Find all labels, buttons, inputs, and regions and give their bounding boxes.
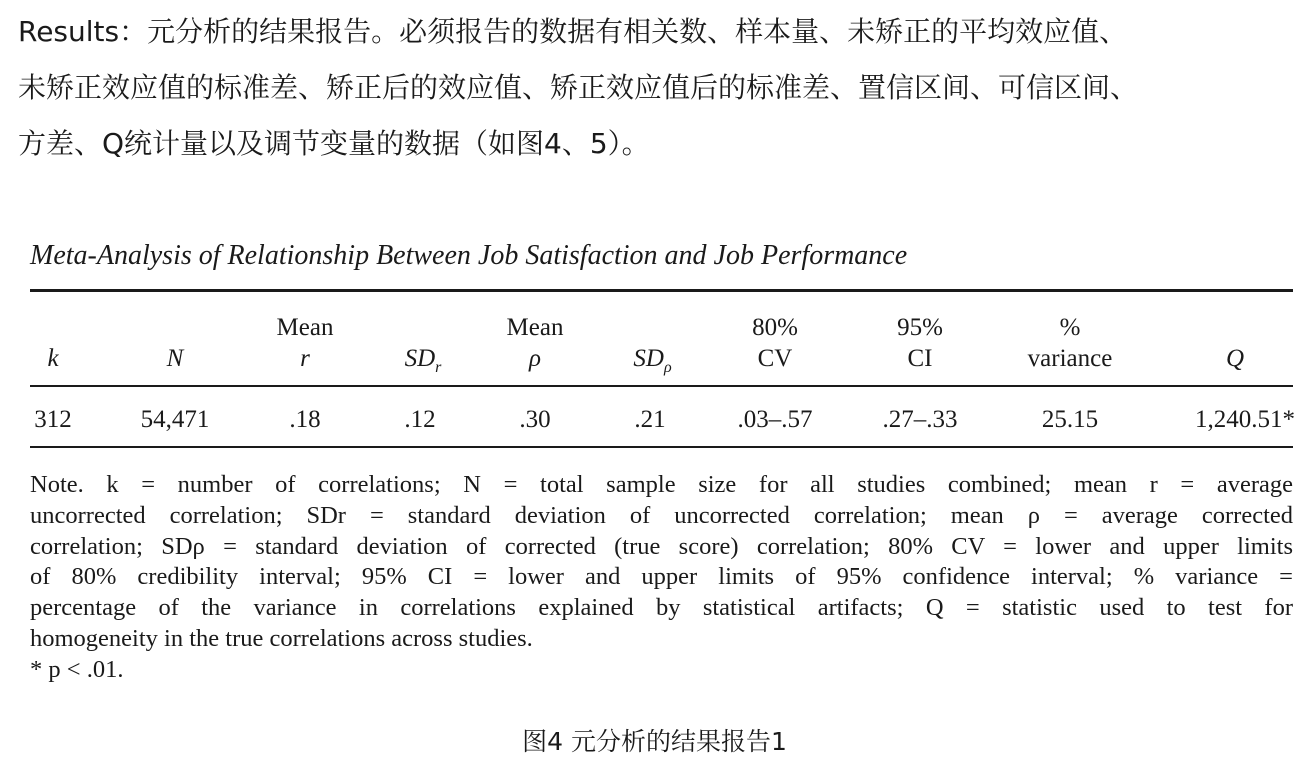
intro-line-3: 方差、Q统计量以及调节变量的数据（如图4、5）。: [18, 127, 650, 160]
intro-line-1: Results：元分析的结果报告。必须报告的数据有相关数、样本量、未矫正的平均效应值、: [18, 15, 1128, 48]
cell-sd-r: .12: [404, 406, 436, 433]
header-mean-rho-top: Mean: [506, 314, 564, 341]
table-header-rule: [30, 385, 1293, 387]
header-q: Q: [1225, 345, 1245, 372]
header-sd-rho-label: SD: [633, 345, 664, 372]
header-mean-rho-bottom: ρ: [529, 345, 541, 372]
table-title: Meta-Analysis of Relationship Between Job Satisfaction and Job Performance: [30, 240, 908, 271]
cell-k: 312: [34, 406, 72, 433]
header-variance-top: %: [1059, 314, 1081, 341]
note-line-6: homogeneity in the true correlations across studies.: [30, 624, 533, 652]
header-ci-top: 95%: [897, 314, 943, 341]
header-variance-bottom: variance: [1027, 345, 1113, 372]
intro-paragraph: [18, 4, 1303, 172]
header-cv-top: 80%: [752, 314, 798, 341]
header-sd-r-label: SD: [404, 345, 436, 372]
table-top-rule: [30, 289, 1293, 292]
note-line-1: Note. k = number of correlations; N = total sample size for all studies combined; mean r = average: [30, 471, 1293, 498]
header-sd-r-subscript: r: [435, 359, 442, 376]
header-sd-r: [388, 345, 458, 377]
header-n: N: [166, 345, 184, 372]
intro-line-2: 未矫正效应值的标准差、矫正后的效应值、矫正效应值后的标准差、置信区间、可信区间、: [18, 71, 1139, 104]
note-line-4: of 80% credibility interval; 95% CI = lower and upper limits of 95% confidence interval; % variance =: [30, 563, 1293, 591]
cell-n: 54,471: [140, 406, 210, 433]
cell-ci: .27–.33: [882, 406, 958, 433]
cell-cv: .03–.57: [737, 406, 813, 433]
cell-mean-r: .18: [289, 406, 321, 433]
note-line-3: correlation; SDρ = standard deviation of corrected (true score) correlation; 80% CV = lower and upper limits: [30, 532, 1293, 560]
note-line-5: percentage of the variance in correlations explained by statistical artifacts; Q = statistic used to test for: [30, 594, 1293, 622]
cell-q: 1,240.51*: [1195, 406, 1295, 433]
header-ci-bottom: CI: [907, 345, 933, 372]
header-mean-r-top: Mean: [276, 314, 334, 341]
note-footnote: * p < .01.: [30, 655, 124, 683]
header-k: k: [47, 345, 59, 372]
table-bottom-rule: [30, 446, 1293, 448]
note-line-2: uncorrected correlation; SDr = standard deviation of uncorrected correlation; mean ρ = average corrected: [30, 501, 1293, 529]
cell-variance: 25.15: [1041, 406, 1099, 433]
header-sd-rho-subscript: ρ: [663, 359, 672, 376]
header-sd-rho: [615, 345, 690, 377]
cell-sd-rho: .21: [634, 406, 666, 433]
table-note: [30, 470, 1293, 686]
figure-caption: 图4 元分析的结果报告1: [522, 727, 787, 756]
cell-mean-rho: .30: [519, 406, 551, 433]
header-mean-r-bottom: r: [300, 345, 310, 372]
header-cv-bottom: CV: [757, 345, 793, 372]
